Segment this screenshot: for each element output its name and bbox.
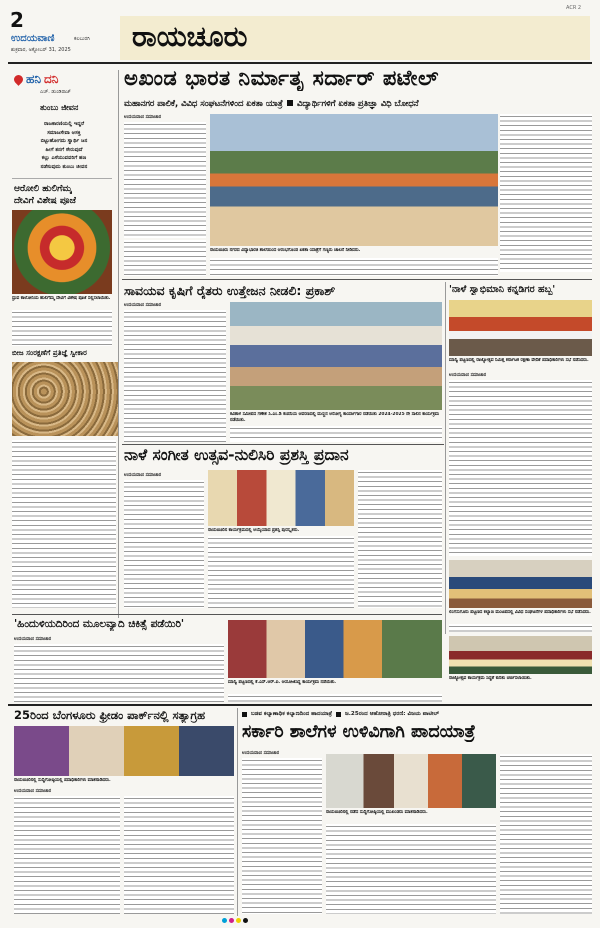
schools-story-col3 bbox=[500, 754, 592, 914]
music-photo bbox=[208, 470, 354, 526]
honey-author: ಎಚ್. ಡುಂಡಿರಾಜ್ bbox=[40, 89, 71, 95]
valmiki-caption: ಮಾನ್ವಿ ಪಟ್ಟಣದಲ್ಲಿ ಕೆ.ಎಸ್.ಆರ್.ಪಿ. ಆಯೋಜಿಸಿದ್ದ ಕಾರ್ಯಕ್ರಮ ನಡೆಯಿತು. bbox=[228, 680, 337, 685]
lead-story-col1 bbox=[124, 122, 206, 238]
lead-story-bottom-2 bbox=[210, 258, 498, 276]
valmiki-photo bbox=[228, 620, 442, 678]
farmers-headline: ಸಾವಯವ ಕೃಷಿಗೆ ರೈತರು ಉತ್ತೇಜನ ನೀಡಲಿ: ಪ್ರಕಾಶ್ bbox=[124, 283, 336, 298]
pooja-story bbox=[12, 310, 112, 346]
divider bbox=[12, 614, 442, 615]
square-bullet-icon bbox=[242, 712, 247, 717]
music-story-col1 bbox=[124, 480, 204, 608]
pledge-headline: ಬೀಜ ಸಂರಕ್ಷಣೆಗೆ ಪ್ರತಿಜ್ಞೆ ಸ್ವೀಕಾರ bbox=[12, 348, 87, 357]
drop-icon bbox=[12, 73, 25, 86]
kannada-caption: ಮಾನ್ವಿ ಪಟ್ಟಣದಲ್ಲಿ ರಾಜ್ಯೋತ್ಸವ ನಿಮಿತ್ತ ಕರ್ನಾಟಕ ರಕ್ಷಣಾ ವೇದಿಕೆ ಪದಾಧಿಕಾರಿಗಳು ಸಭೆ ನಡೆಸಿದರು. bbox=[449, 358, 589, 363]
farmers-story-col1 bbox=[124, 310, 226, 442]
park-caption: ರಾಯಚೂರಿನಲ್ಲಿ ಸುದ್ದಿಗೋಷ್ಠಿಯಲ್ಲಿ ಪದಾಧಿಕಾರಿಗಳು ಮಾತನಾಡಿದರು. bbox=[14, 778, 111, 783]
brand-name: ಉದಯವಾಣಿ bbox=[11, 33, 55, 44]
farmers-story-col2 bbox=[230, 426, 442, 442]
poem-body bbox=[16, 120, 112, 172]
column-rule bbox=[445, 282, 446, 634]
kannada-byline: ಉದಯವಾಣಿ ಸಮಾಚಾರ bbox=[449, 373, 487, 378]
schools-headline: ಸರ್ಕಾರಿ ಶಾಲೆಗಳ ಉಳಿವಿಗಾಗಿ ಪಾದಯಾತ್ರೆ bbox=[242, 722, 476, 742]
valmiki-byline: ಉದಯವಾಣಿ ಸಮಾಚಾರ bbox=[14, 637, 52, 642]
poem-title: ತುಂಬು ಜೀವನ bbox=[40, 103, 79, 112]
lead-story-col2 bbox=[500, 114, 592, 272]
music-headline: ನಾಳೆ ಸಂಗೀತ ಉತ್ಸವ-ನುಲಿಸಿರಿ ಪ್ರಶಸ್ತಿ ಪ್ರದಾನ bbox=[124, 446, 349, 464]
park-story-col1 bbox=[14, 796, 120, 914]
schools-caption: ರಾಯಚೂರಿನಲ್ಲಿ ನಡೆದ ಸುದ್ದಿಗೋಷ್ಠಿಯಲ್ಲಿ ಮುಖಂಡರು ಮಾತನಾಡಿದರು. bbox=[326, 810, 428, 815]
schools-kicker-1: ಬಡವ ಕಲ್ಯಾಣಾಧಿಕ ಕಲ್ಯಾಣದಿಂದ ಹಾದಯಾತ್ರೆ bbox=[251, 710, 333, 717]
honey-logo-b: ದನಿ bbox=[44, 72, 59, 86]
registration-marks bbox=[222, 918, 248, 923]
lead-caption: ರಾಯಚೂರು ನಗರದ ವಿದ್ಯಾಭಾರತಿ ಶಾಲೆಯಿಂದ ಆರಂಭಗೊಂಡ ಏಕತಾ ಯಾತ್ರೆಗೆ ಗಣ್ಯರು ಚಾಲನೆ ನೀಡಿದರು. bbox=[210, 248, 361, 253]
valmiki-headline: 'ಹಿಂದುಳಿಯದಿರಿಂದ ಮೂಲವ್ಯಾದಿ ಚಿಕಿತ್ಸೆ ಪಡೆಯಿರಿ' bbox=[14, 618, 185, 630]
divider bbox=[8, 704, 592, 706]
music-caption: ರಾಯಚೂರಿನ ಕಾರ್ಯಕ್ರಮದಲ್ಲಿ ಆಯ್ಕೆಯಾದ ಪ್ರಶಸ್ತಿ ಪುರಸ್ಕೃತರು. bbox=[208, 528, 300, 533]
square-bullet-icon bbox=[287, 100, 293, 106]
farmers-caption: ಕವಿತಾಳ ಸಮೀಪದ ಗಣೇಶ ಸಿ.ಎಂ.ಡಿ ಕಂಪನಿಯ ಆವರಣದಲ್ಲಿ ಮಣ್ಣಿನ ಆರೋಗ್ಯ ಕಾರ್ಯಾಗಾರ ನಡೆಯಿತು 2024-2025 ನೇ ಸಾಲಿನ ಕಾರ್ಯಕ್ರಮ ನಡೆಯಿತು. bbox=[230, 412, 440, 423]
sangha-caption: ಲಿಂಗಸುಗೂರು ಪಟ್ಟಣದ ಕಲ್ಯಾಣ ಮಂಟಪದಲ್ಲಿ ವಿವಿಧ ಸಂಘಟನೆಗಳ ಪದಾಧಿಕಾರಿಗಳು ಸಭೆ ನಡೆಸಿದರು. bbox=[449, 610, 591, 615]
music-story-col3 bbox=[358, 470, 442, 608]
music-byline: ಉದಯವಾಣಿ ಸಮಾಚಾರ bbox=[124, 473, 162, 478]
section-title: ರಾಯಚೂರು bbox=[132, 20, 248, 53]
poem-line: ಸಮಾಜಸೇವಾ ಆಸಕ್ತಿ bbox=[47, 129, 81, 136]
lead-byline: ಉದಯವಾಣಿ ಸಮಾಚಾರ bbox=[124, 115, 162, 120]
poem-line: ನಡೆಸುವುದು ತುಂಬು ಜೀವನ bbox=[40, 163, 88, 170]
masthead-rule bbox=[8, 62, 592, 64]
schools-story-col1 bbox=[242, 758, 322, 914]
poem-line: ಹೀಗೆ ತನಗೆ ಸೇರುವುದೆ bbox=[45, 146, 83, 153]
honey-logo bbox=[14, 72, 58, 87]
sangha-story bbox=[449, 624, 592, 632]
pledge-story bbox=[12, 440, 116, 608]
square-bullet-icon bbox=[336, 712, 341, 717]
sangha-photo-2 bbox=[449, 636, 592, 674]
lead-sub-1: ಮಹಾನಗರ ಪಾಲಿಕೆ, ವಿವಿಧ ಸಂಘಟನೆಗಳಿಂದ ಏಕತಾ ಯಾತ್ರೆ bbox=[124, 97, 283, 108]
kannada-story bbox=[449, 380, 592, 556]
divider bbox=[122, 444, 444, 445]
sangha-caption-2: ರಾಜ್ಯೋತ್ಸವ ಕಾರ್ಯಕ್ರಮ ಸಿದ್ಧತೆ ಕುರಿತು ಚರ್ಚಿಸಲಾಯಿತು. bbox=[449, 676, 532, 681]
sangha-photo bbox=[449, 560, 592, 608]
poem-line: ಕಲ್ಲು ಎಸೆಯುವವರಿಗೆ ಹಣ bbox=[41, 155, 87, 162]
farmers-photo bbox=[230, 302, 442, 410]
lead-headline: ಅಖಂಡ ಭಾರತ ನಿರ್ಮಾತೃ ಸರ್ದಾರ್ ಪಟೇಲ್ bbox=[124, 66, 439, 90]
music-story-col2 bbox=[208, 536, 354, 608]
issue-date: ಶುಕ್ರವಾರ, ಅಕ್ಟೋಬರ್ 31, 2025 bbox=[11, 47, 71, 53]
lead-sub-2: ವಿದ್ಯಾರ್ಥಿಗಳಿಗೆ ಏಕತಾ ಪ್ರತಿಜ್ಞಾ ವಿಧಿ ಬೋಧನೆ bbox=[296, 97, 419, 108]
divider bbox=[12, 178, 112, 179]
farmers-byline: ಉದಯವಾಣಿ ಸಮಾಚಾರ bbox=[124, 303, 162, 308]
schools-story-col2 bbox=[326, 824, 496, 914]
schools-photo bbox=[326, 754, 496, 808]
seeds-photo bbox=[12, 362, 118, 436]
pooja-photo bbox=[12, 210, 112, 294]
kannada-photo bbox=[449, 300, 592, 356]
valmiki-story bbox=[14, 644, 224, 702]
park-photo bbox=[14, 726, 234, 776]
schools-kicker-bar bbox=[242, 708, 592, 720]
edition-name: ಕಲಬುರಗಿ bbox=[74, 36, 90, 42]
column-rule bbox=[237, 708, 238, 916]
lead-sub-bar bbox=[124, 96, 592, 110]
schools-kicker-2: ಜ.25ರಂದ ಆಹೋರಾತ್ರಿ ಧರಣಿ: ವಿಜಯ ಪಾಟೀಲ್ bbox=[345, 710, 440, 717]
poem-line: ರಾಜಕಾರಣಿಯಲ್ಲಿ ಇದ್ದರೆ bbox=[43, 121, 85, 127]
page-corner-code: ACR 2 bbox=[566, 5, 582, 11]
pooja-caption: ಧ್ರುವ ಕಾಲೋನಿಯ ಹುಲಿಗೆಮ್ಮ ದೇವಿಗೆ ವಿಶೇಷ ಪೂಜೆ ಸಲ್ಲಿಸಲಾಯಿತು. bbox=[12, 296, 111, 301]
schools-byline: ಉದಯವಾಣಿ ಸಮಾಚಾರ bbox=[242, 751, 280, 756]
honey-logo-a: ಹನಿ bbox=[26, 72, 41, 86]
park-story-col2 bbox=[124, 796, 234, 914]
divider bbox=[122, 279, 592, 280]
park-headline: 25ರಿಂದ ಬೆಂಗಳೂರು ಫ್ರೀಡಂ ಪಾರ್ಕ್‌ನಲ್ಲಿ ಸತ್ಯಾಗ್ರಹ bbox=[14, 708, 206, 722]
lead-story-bottom bbox=[124, 240, 206, 276]
page-number: 2 bbox=[10, 8, 24, 32]
lead-photo bbox=[210, 114, 498, 246]
valmiki-story-2 bbox=[228, 694, 442, 702]
poem-line: ಬಿಟ್ಟುಹೋಗದು ಸ್ವಾರ್ಥಿ ಜನ bbox=[40, 138, 88, 145]
pooja-headline-1: ಆರೋಲಿ ಹುಲಿಗೆಮ್ಮ bbox=[14, 184, 73, 194]
column-rule bbox=[118, 70, 119, 618]
kannada-headline: 'ನಾಳೆ ಸ್ವಾಭಿಮಾನಿ ಕನ್ನಡಿಗರ ಹಬ್ಬ' bbox=[449, 284, 556, 295]
park-byline: ಉದಯವಾಣಿ ಸಮಾಚಾರ bbox=[14, 789, 52, 794]
pooja-headline-2: ದೇವಿಗೆ ವಿಶೇಷ ಪೂಜೆ bbox=[14, 196, 76, 206]
